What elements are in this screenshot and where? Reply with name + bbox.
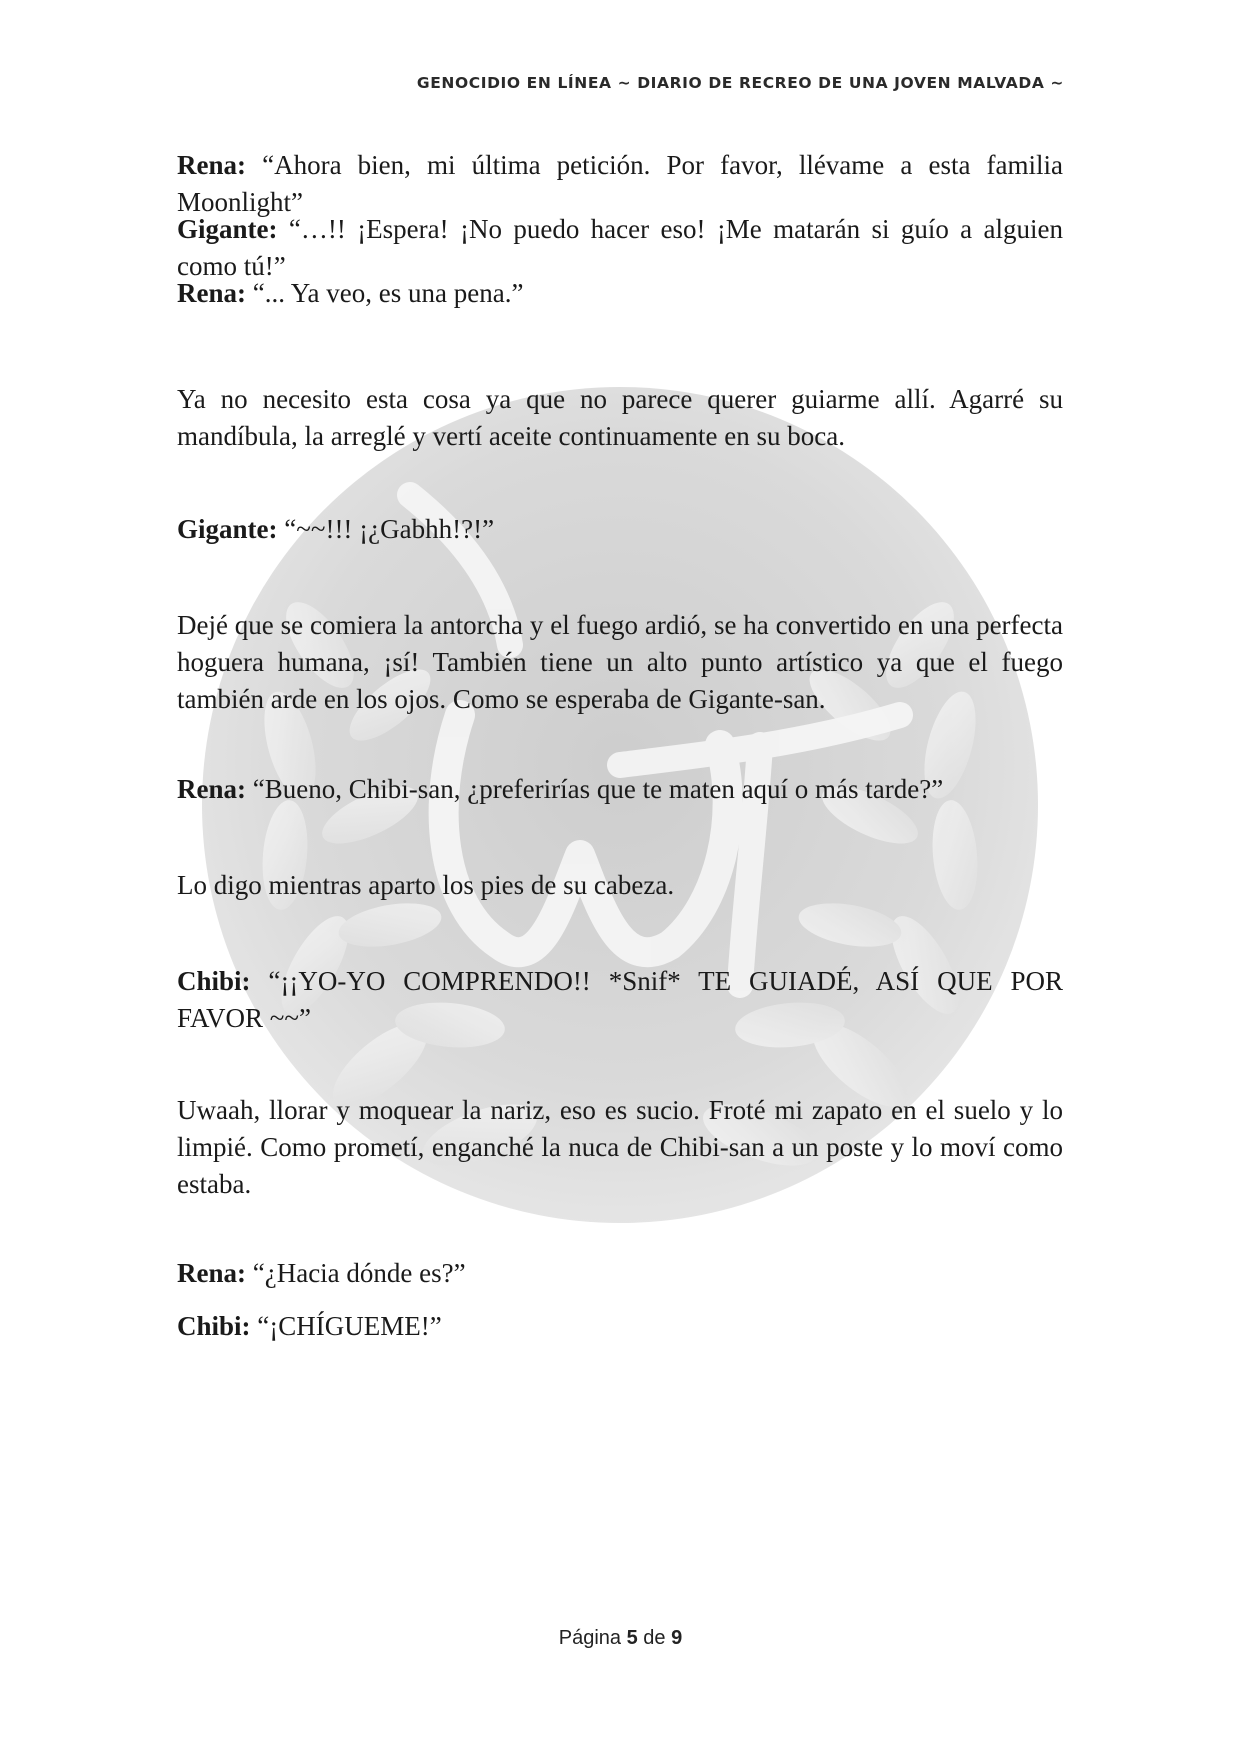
- dialogue-text: “Bueno, Chibi-san, ¿preferirías que te maten aquí o más tarde?”: [246, 774, 944, 804]
- dialogue-text: “~~!!! ¡¿Gabhh!?!”: [277, 514, 495, 544]
- speaker-name: Chibi:: [177, 966, 251, 996]
- speaker-name: Rena:: [177, 1258, 246, 1288]
- narration-text: Lo digo mientras aparto los pies de su cabeza.: [177, 870, 675, 900]
- dialogue-text: “¡CHÍGUEME!”: [250, 1311, 442, 1341]
- paragraph-dialogue: [177, 211, 1063, 285]
- speaker-name: Gigante:: [177, 514, 278, 544]
- narration-text: Ya no necesito esta cosa ya que no parece querer guiarme allí. Agarré su mandíbula, la arreglé y vertí aceite continuamente en su boca.: [177, 384, 1063, 451]
- paragraph-dialogue: [177, 1255, 1063, 1292]
- dialogue-text: “¿Hacia dónde es?”: [246, 1258, 466, 1288]
- total-pages: 9: [671, 1627, 683, 1649]
- speaker-name: Rena:: [177, 150, 246, 180]
- paragraph-dialogue: [177, 147, 1063, 221]
- dialogue-text: “¡¡YO-YO COMPRENDO!! *Snif* TE GUIADÉ, ASÍ QUE POR FAVOR ~~”: [177, 966, 1063, 1033]
- paragraph-dialogue: [177, 963, 1063, 1037]
- speaker-name: Gigante:: [177, 214, 278, 244]
- page-prefix: Página: [558, 1627, 627, 1649]
- dialogue-text: “…!! ¡Espera! ¡No puedo hacer eso! ¡Me matarán si guío a alguien como tú!”: [177, 214, 1063, 281]
- paragraph-narration: [177, 381, 1063, 455]
- speaker-name: Rena:: [177, 774, 246, 804]
- dialogue-text: “Ahora bien, mi última petición. Por favor, llévame a esta familia Moonlight”: [177, 150, 1063, 217]
- paragraph-narration: [177, 1092, 1063, 1203]
- narration-text: Uwaah, llorar y moquear la nariz, eso es sucio. Froté mi zapato en el suelo y lo limpié. Como prometí, enganché la nuca de Chibi-san a un poste y lo moví como estaba.: [177, 1095, 1063, 1199]
- paragraph-dialogue: [177, 511, 1063, 548]
- paragraph-narration: [177, 607, 1063, 718]
- page-separator: de: [637, 1627, 672, 1649]
- narration-text: Dejé que se comiera la antorcha y el fuego ardió, se ha convertido en una perfecta hoguera humana, ¡sí! También tiene un alto punto artístico ya que el fuego también arde en los ojos. Como se esperaba de Gigante-san.: [177, 610, 1063, 714]
- speaker-name: Rena:: [177, 278, 246, 308]
- speaker-name: Chibi:: [177, 1311, 251, 1341]
- paragraph-dialogue: [177, 1308, 1063, 1345]
- paragraph-dialogue: [177, 275, 1063, 312]
- paragraph-narration: [177, 867, 1063, 904]
- paragraph-dialogue: [177, 771, 1063, 808]
- current-page: 5: [626, 1627, 638, 1649]
- page-number: [0, 1627, 1241, 1650]
- dialogue-text: “... Ya veo, es una pena.”: [246, 278, 524, 308]
- running-header: GENOCIDIO EN LÍNEA ~ DIARIO DE RECREO DE UNA JOVEN MALVADA ~: [416, 74, 1064, 92]
